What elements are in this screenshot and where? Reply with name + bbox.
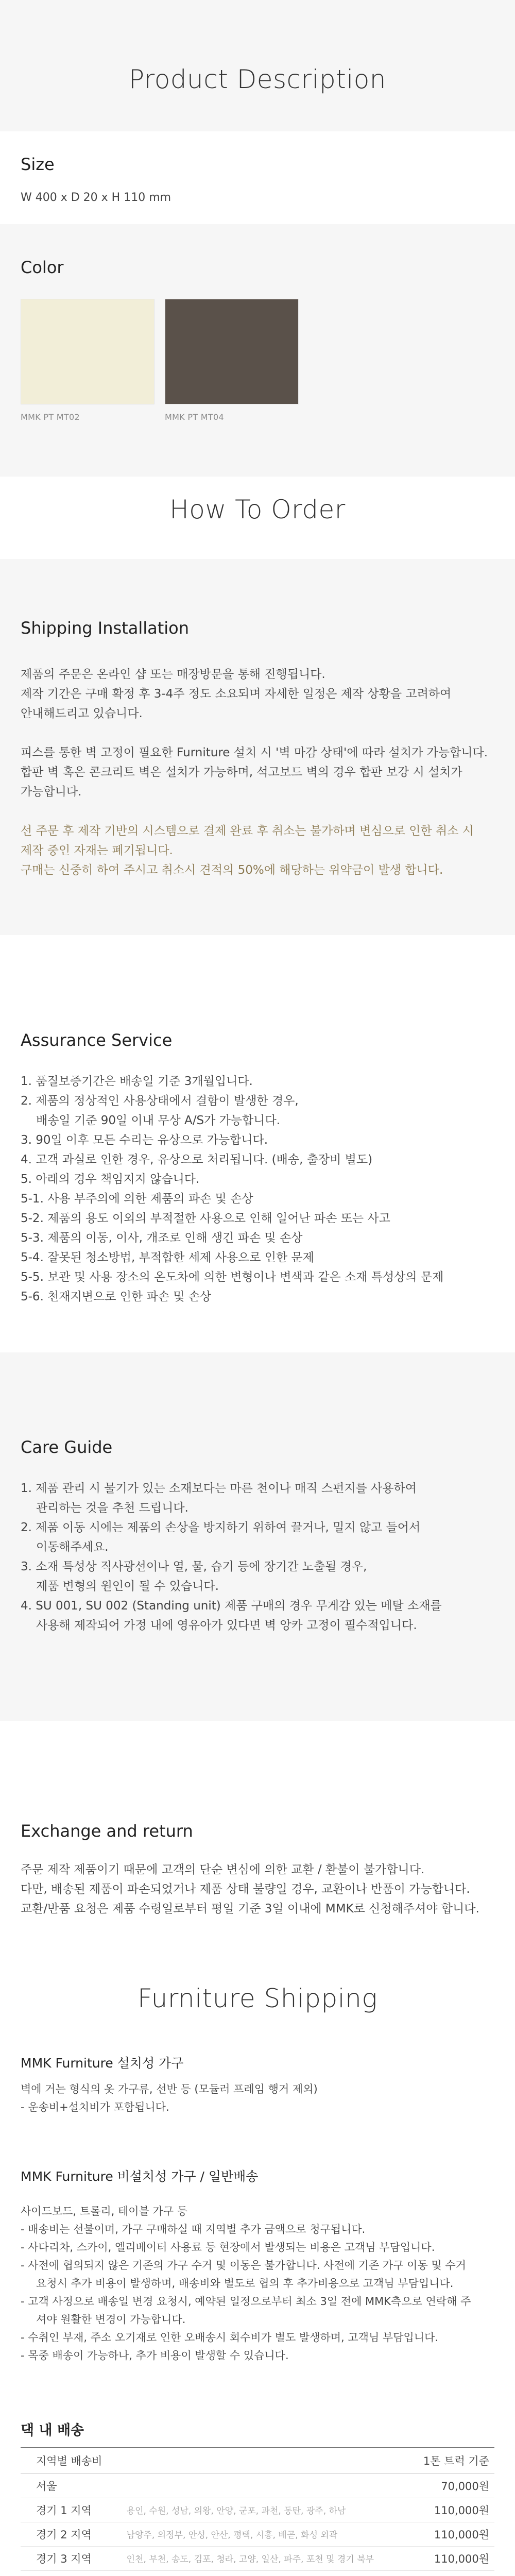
text-line: - 사전에 협의되지 않은 기존의 가구 수거 및 이동은 불가합니다. 사전에 기존 가구 이동 및 수거 bbox=[21, 2259, 466, 2272]
notice-line: 구매는 신중히 하여 주시고 취소시 견적의 50%에 해당하는 위약금이 발생 합니다. bbox=[21, 863, 443, 877]
column-header-price: 1톤 트럭 기준 bbox=[412, 2448, 494, 2473]
text-line: 제작 기간은 구매 확정 후 3-4주 정도 소요되며 자세한 일정은 제작 상황을 고려하여 bbox=[21, 687, 452, 701]
color-swatch-mt02[interactable] bbox=[21, 299, 154, 404]
text-line: 1. 품질보증기간은 배송일 기준 3개월입니다. bbox=[21, 1075, 253, 1088]
text-line: 5-1. 사용 부주의에 의한 제품의 파손 및 손상 bbox=[21, 1192, 253, 1206]
text-line: 5-2. 제품의 용도 이외의 부적절한 사용으로 인해 일어난 파손 또는 사고 bbox=[21, 1212, 390, 1225]
price-cell bbox=[412, 2570, 494, 2576]
table-row bbox=[21, 2522, 494, 2546]
price-cell: 110,000원 bbox=[412, 2522, 494, 2546]
text-line: 셔야 원활한 변경이 가능합니다. bbox=[36, 2313, 186, 2326]
door-delivery-table bbox=[21, 2447, 494, 2576]
notice-line: 제작 중인 자재는 폐기됩니다. bbox=[21, 844, 173, 857]
price-cell: 110,000원 bbox=[412, 2546, 494, 2570]
text-line: - 목중 배송이 가능하나, 추가 비용이 발생할 수 있습니다. bbox=[21, 2349, 289, 2362]
price-cell: 70,000원 bbox=[412, 2473, 494, 2498]
size-section bbox=[0, 131, 515, 224]
text-line: 1. 제품 관리 시 물기가 있는 소재보다는 마른 천이나 매직 스펀지를 사용하여 bbox=[21, 1482, 417, 1495]
table-row bbox=[21, 2570, 494, 2576]
size-heading: Size bbox=[21, 155, 55, 174]
text-line: 주문 제작 제품이기 때문에 고객의 단순 변심에 의한 교환 / 환불이 불가합니다. bbox=[21, 1863, 425, 1876]
text-line: 합판 벽 혹은 콘크리트 벽은 설치가 가능하며, 석고보드 벽의 경우 합판 보강 시 설치가 bbox=[21, 766, 462, 779]
non-installed-furniture-heading: MMK Furniture 비설치성 가구 / 일반배송 bbox=[21, 2169, 259, 2184]
furniture-shipping-title: Furniture Shipping bbox=[138, 1984, 377, 2013]
table-header-row bbox=[21, 2448, 494, 2473]
text-line: 배송일 기준 90일 이내 무상 A/S가 가능합니다. bbox=[36, 1114, 281, 1127]
text-line: 제품의 주문은 온라인 샵 또는 매장방문을 통해 진행됩니다. bbox=[21, 668, 325, 681]
text-line: 가능합니다. bbox=[21, 785, 82, 799]
installed-furniture-heading: MMK Furniture 설치성 가구 bbox=[21, 2056, 184, 2071]
text-line: 사이드보드, 트롤리, 테이블 가구 등 bbox=[21, 2205, 188, 2217]
text-line: 2. 제품의 정상적인 사용상태에서 결함이 발생한 경우, bbox=[21, 1094, 299, 1108]
installed-furniture-text bbox=[21, 2080, 318, 2116]
text-line: 4. SU 001, SU 002 (Standing unit) 제품 구매의 경우 무게감 있는 메탈 소재를 bbox=[21, 1599, 442, 1613]
exchange-return-heading: Exchange and return bbox=[21, 1821, 193, 1841]
exchange-return-text bbox=[21, 1860, 479, 1919]
areas-cell: 용인, 수원, 성남, 의왕, 안양, 군포, 과천, 동탄, 광주, 하남 bbox=[127, 2498, 413, 2522]
assurance-service-heading: Assurance Service bbox=[21, 1030, 173, 1050]
table-row bbox=[21, 2546, 494, 2570]
text-line: 5-6. 천재지변으로 인한 파손 및 손상 bbox=[21, 1290, 212, 1303]
text-line: 5-4. 잘못된 청소방법, 부적합한 세제 사용으로 인한 문제 bbox=[21, 1251, 314, 1264]
text-line: - 운송비+설치비가 포함됩니다. bbox=[21, 2101, 169, 2113]
shipping-installation-heading: Shipping Installation bbox=[21, 618, 189, 638]
text-line: 3. 소재 특성상 직사광선이나 열, 물, 습기 등에 장기간 노출될 경우, bbox=[21, 1560, 367, 1573]
text-line: 안내해드리고 있습니다. bbox=[21, 707, 143, 720]
text-line: 3. 90일 이후 모든 수리는 유상으로 가능합니다. bbox=[21, 1133, 268, 1147]
text-line: 제품 변형의 원인이 될 수 있습니다. bbox=[36, 1580, 219, 1593]
text-line: - 배송비는 선불이며, 가구 구매하실 때 지역별 추가 금액으로 청구됩니다. bbox=[21, 2223, 366, 2235]
text-line: 다만, 배송된 제품이 파손되었거나 제품 상태 불량일 경우, 교환이나 반품이 가능합니다. bbox=[21, 1883, 470, 1896]
text-line: 사용해 제작되어 가정 내에 영유아가 있다면 벽 앙카 고정이 필수적입니다. bbox=[36, 1619, 417, 1632]
color-heading: Color bbox=[21, 258, 64, 277]
text-line: - 수취인 부재, 주소 오기재로 인한 오배송시 회수비가 별도 발생하며, 고객님 부담입니다. bbox=[21, 2331, 439, 2344]
text-line: 2. 제품 이동 시에는 제품의 손상을 방지하기 위하여 끌거나, 밀지 않고 들어서 bbox=[21, 1521, 421, 1534]
how-to-order-title: How To Order bbox=[169, 495, 346, 524]
table-row bbox=[21, 2498, 494, 2522]
non-installed-furniture-text bbox=[21, 2202, 471, 2365]
areas-cell bbox=[127, 2570, 413, 2576]
product-description-title: Product Description bbox=[128, 64, 386, 94]
text-line: 피스를 통한 벽 고정이 필요한 Furniture 설치 시 '벽 마감 상태'에 따라 설치가 가능합니다. bbox=[21, 746, 488, 759]
region-cell: 경기 1 지역 bbox=[21, 2498, 127, 2522]
swatch-label-mt02: MMK PT MT02 bbox=[21, 412, 80, 422]
care-guide-text bbox=[21, 1479, 442, 1635]
text-line: - 고객 사정으로 배송일 변경 요청시, 예약된 일정으로부터 최소 3일 전에 MMK측으로 연락해 주 bbox=[21, 2295, 471, 2308]
region-cell: 경기 2 지역 bbox=[21, 2522, 127, 2546]
areas-cell: 인천, 부천, 송도, 김포, 청라, 고양, 일산, 파주, 포천 및 경기 북부 bbox=[127, 2546, 413, 2570]
assurance-service-text bbox=[21, 1072, 443, 1307]
text-line: 요청시 추가 비용이 발생하며, 배송비와 별도로 협의 후 추가비용으로 고객님 부담입니다. bbox=[36, 2277, 454, 2290]
swatch-label-mt04: MMK PT MT04 bbox=[165, 412, 224, 422]
door-delivery-heading: 댁 내 배송 bbox=[21, 2422, 84, 2438]
column-header-region: 지역별 배송비 bbox=[21, 2448, 412, 2473]
text-line: 이동해주세요. bbox=[36, 1540, 109, 1554]
size-value: W 400 x D 20 x H 110 mm bbox=[21, 191, 171, 204]
areas-cell: 남양주, 의정부, 안성, 안산, 평택, 시흥, 배곧, 화성 외곽 bbox=[127, 2522, 413, 2546]
text-line: 5-3. 제품의 이동, 이사, 개조로 인해 생긴 파손 및 손상 bbox=[21, 1231, 303, 1245]
areas-cell bbox=[127, 2473, 413, 2498]
text-line: 5-5. 보관 및 사용 장소의 온도차에 의한 변형이나 변색과 같은 소재 특성상의 문제 bbox=[21, 1270, 444, 1284]
text-line: 4. 고객 과실로 인한 경우, 유상으로 처리됩니다. (배송, 출장비 별도) bbox=[21, 1153, 373, 1166]
text-line: 관리하는 것을 추천 드립니다. bbox=[36, 1501, 188, 1515]
region-cell: 경기 3 지역 bbox=[21, 2546, 127, 2570]
shipping-installation-text bbox=[21, 665, 488, 880]
price-cell: 110,000원 bbox=[412, 2498, 494, 2522]
text-line: 벽에 거는 형식의 옷 가구류, 선반 등 (모듈러 프레임 행거 제외) bbox=[21, 2083, 318, 2095]
text-line: 5. 아래의 경우 책임지지 않습니다. bbox=[21, 1173, 200, 1186]
region-cell bbox=[21, 2570, 127, 2576]
table-row bbox=[21, 2473, 494, 2498]
notice-line: 선 주문 후 제작 기반의 시스템으로 결제 완료 후 취소는 불가하며 변심으로 인한 취소 시 bbox=[21, 824, 474, 838]
color-swatch-mt04[interactable] bbox=[165, 299, 299, 404]
text-line: - 사다리차, 스카이, 엘리베이터 사용료 등 현장에서 발생되는 비용은 고객님 부담입니다. bbox=[21, 2241, 435, 2253]
text-line: 교환/반품 요청은 제품 수령일로부터 평일 기준 3일 이내에 MMK로 신청해주셔야 합니다. bbox=[21, 1902, 479, 1916]
region-cell: 서울 bbox=[21, 2473, 127, 2498]
care-guide-heading: Care Guide bbox=[21, 1437, 113, 1457]
